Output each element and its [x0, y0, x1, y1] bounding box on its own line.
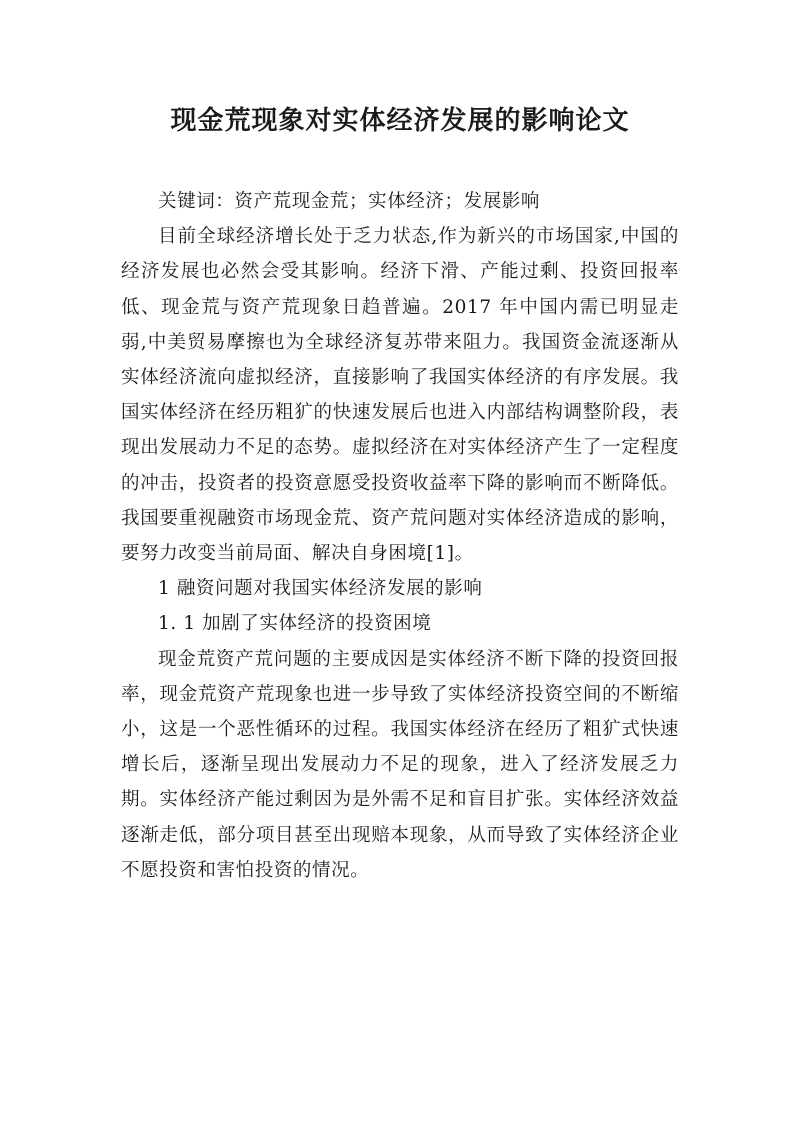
keywords-line: 关键词：资产荒现金荒；实体经济；发展影响: [158, 191, 541, 212]
subsection-heading-1-1: 1. 1 加剧了实体经济的投资困境: [158, 613, 432, 635]
paragraph-intro: 目前全球经济增长处于乏力状态,作为新兴的市场国家,中国的经济发展也必然会受其影响。经济下滑、产能过剩、投资回报率低、现金荒与资产荒现象日趋普遍。2017 年中国内需已明显走弱,中美贸易摩擦也为全球经济复苏带来阻力。我国资金流逐渐从实体经济流向虚拟经济，直接影响了我国实体经济的有序发展。我国实体经济在经历粗犷的快速发展后也进入内部结构调整阶段，表现出发展动力不足的态势。虚拟经济在对实体经济产生了一定程度的冲击，投资者的投资意愿受投资收益率下降的影响而不断降低。我国要重视融资市场现金荒、资产荒问题对实体经济造成的影响，要努力改变当前局面、解决自身困境[1]。: [121, 226, 679, 565]
section-heading-1: 1 融资问题对我国实体经济发展的影响: [158, 578, 483, 600]
document-title: 现金荒现象对实体经济发展的影响论文: [170, 106, 630, 136]
paragraph-1-1: 现金荒资产荒问题的主要成因是实体经济不断下降的投资回报率，现金荒资产荒现象也进一步导致了实体经济投资空间的不断缩小，这是一个恶性循环的过程。我国实体经济在经历了粗犷式快速增长后，逐渐呈现出发展动力不足的现象，进入了经济发展乏力期。实体经济产能过剩因为是外需不足和盲目扩张。实体经济效益逐渐走低，部分项目甚至出现赔本现象，从而导致了实体经济企业不愿投资和害怕投资的情况。: [121, 648, 679, 881]
document-body: [121, 184, 679, 888]
